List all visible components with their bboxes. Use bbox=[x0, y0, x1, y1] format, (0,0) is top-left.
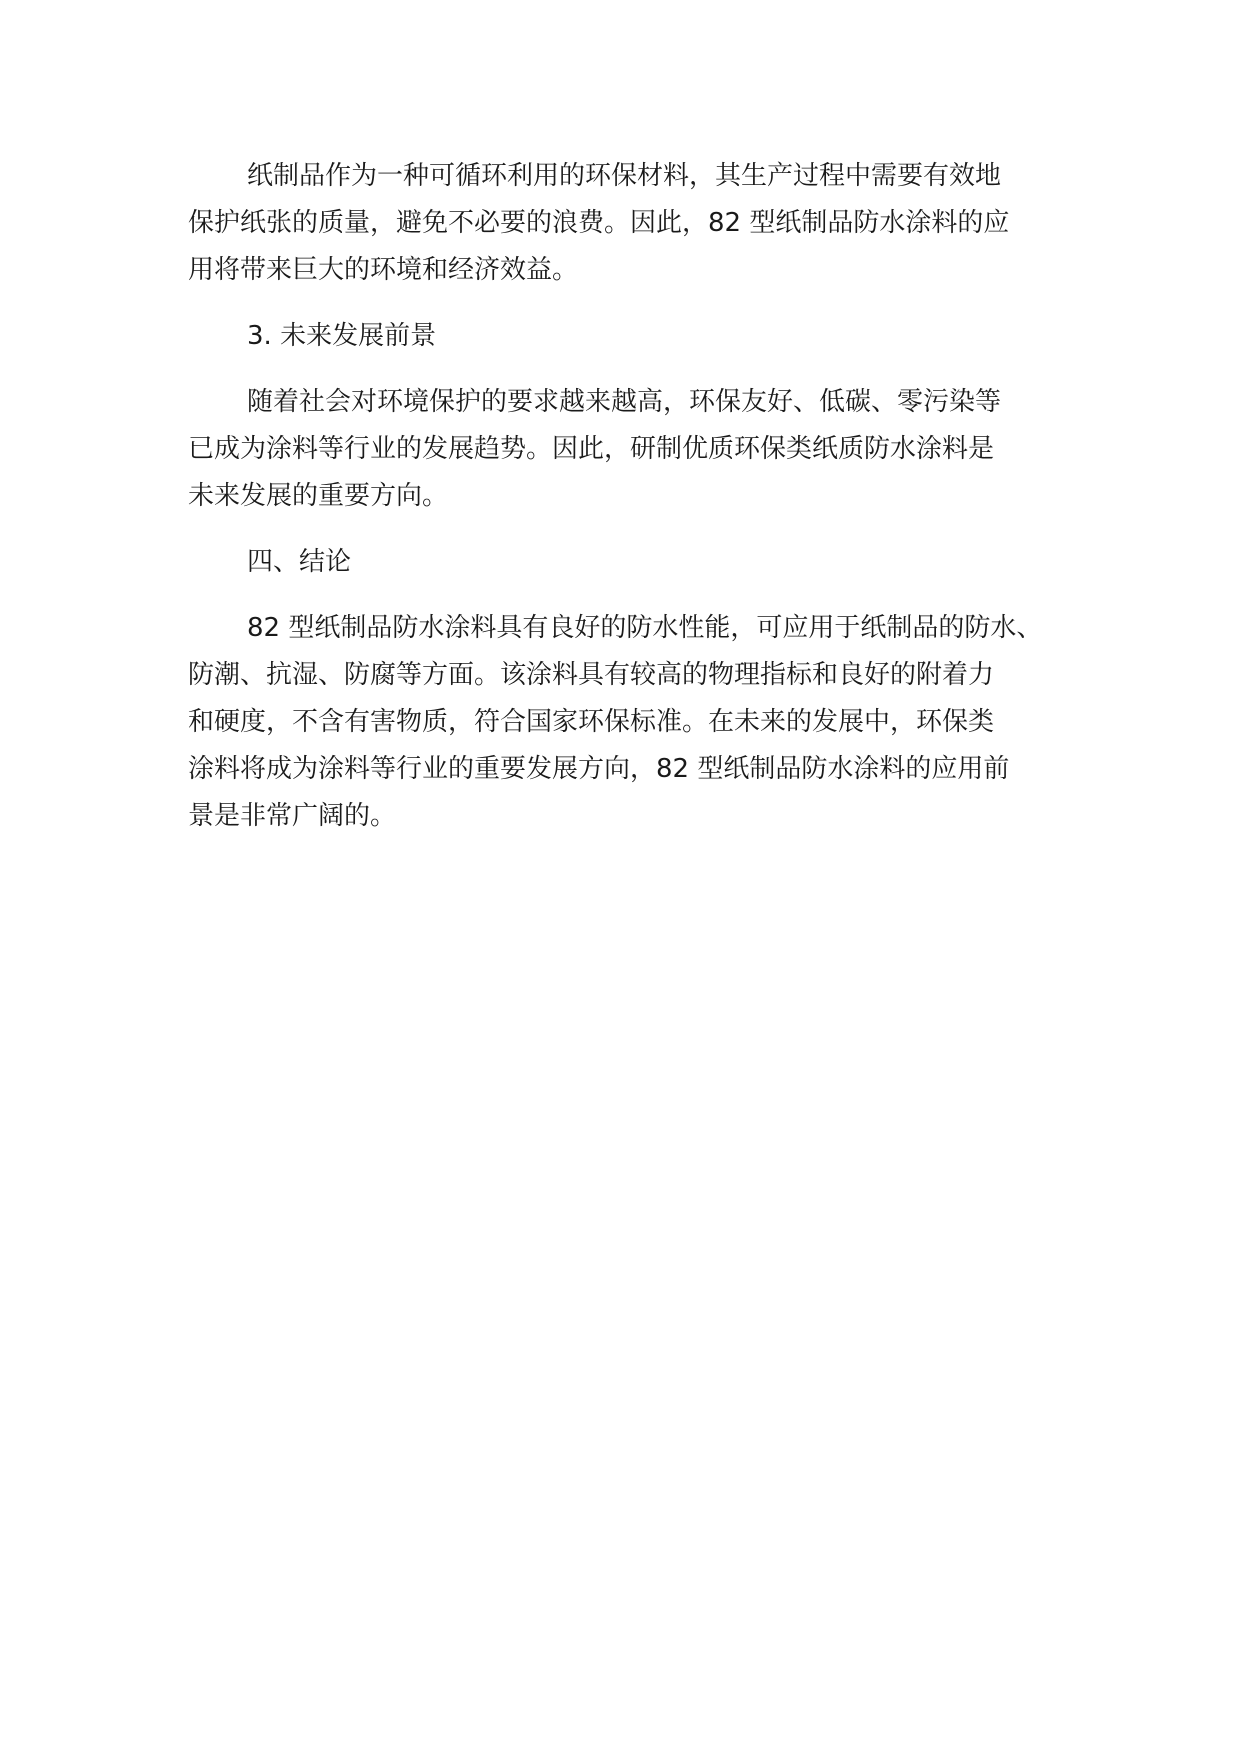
text-line: 防潮、抗湿、防腐等方面。该涂料具有较高的物理指标和良好的附着力 bbox=[188, 660, 995, 690]
document-body bbox=[188, 153, 1068, 840]
text-line: 82 型纸制品防水涂料具有良好的防水性能，可应用于纸制品的防水、 bbox=[247, 613, 1043, 643]
text-line: 随着社会对环境保护的要求越来越高，环保友好、低碳、零污染等 bbox=[247, 387, 1002, 417]
text-line: 用将带来巨大的环境和经济效益。 bbox=[188, 255, 579, 285]
paragraph-conclusion bbox=[188, 605, 1068, 840]
paragraph-environmental-trend bbox=[188, 379, 1068, 520]
text-line: 保护纸张的质量，避免不必要的浪费。因此，82 型纸制品防水涂料的应 bbox=[188, 208, 1010, 238]
text-line: 涂料将成为涂料等行业的重要发展方向，82 型纸制品防水涂料的应用前 bbox=[188, 754, 1010, 784]
text-line: 未来发展的重要方向。 bbox=[188, 481, 449, 511]
text-line: 已成为涂料等行业的发展趋势。因此，研制优质环保类纸质防水涂料是 bbox=[188, 434, 995, 464]
text-line: 和硬度，不含有害物质，符合国家环保标准。在未来的发展中，环保类 bbox=[188, 707, 995, 737]
heading-line: 四、结论 bbox=[247, 547, 352, 577]
text-line: 景是非常广阔的。 bbox=[188, 801, 397, 831]
paragraph-paper-products bbox=[188, 153, 1068, 294]
section-heading-future-prospects bbox=[188, 313, 1068, 360]
section-heading-conclusion bbox=[188, 539, 1068, 586]
text-line: 纸制品作为一种可循环利用的环保材料，其生产过程中需要有效地 bbox=[247, 161, 1002, 191]
heading-line: 3. 未来发展前景 bbox=[247, 321, 437, 351]
